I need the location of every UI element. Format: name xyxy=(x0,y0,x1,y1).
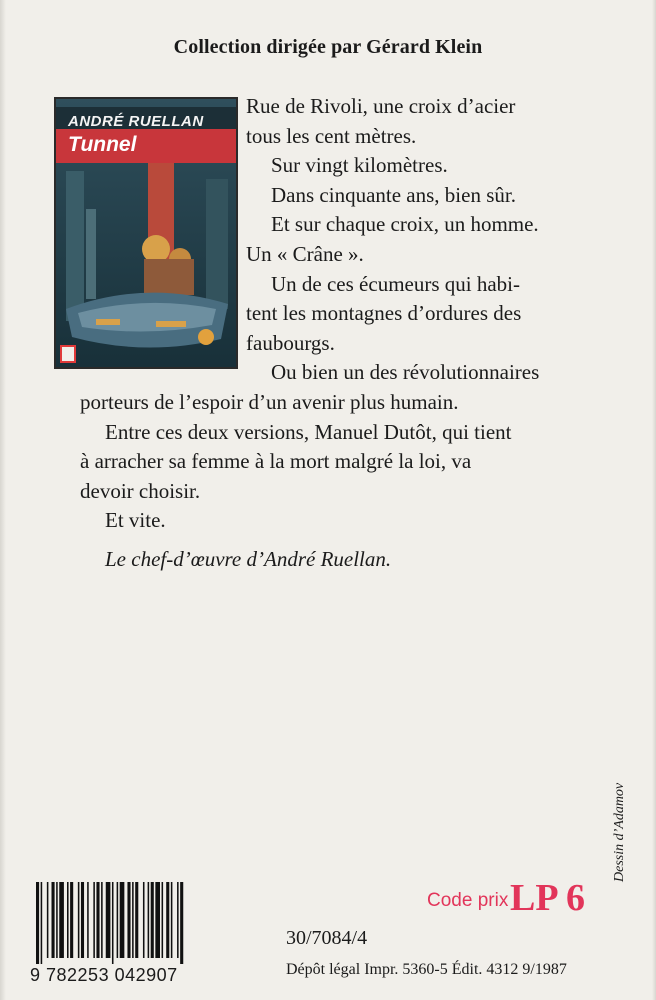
blurb-line: Rue de Rivoli, une croix d’acier xyxy=(246,94,516,118)
barcode-digits: 9 782253 042907 xyxy=(30,965,178,985)
barcode-bar xyxy=(162,882,164,958)
barcode-bar xyxy=(36,882,39,964)
blurb-line: porteurs de l’espoir d’un avenir plus humain. xyxy=(80,389,459,414)
page-edge-left xyxy=(0,0,6,1000)
blurb-line: Sur vingt kilomètres. xyxy=(271,153,448,178)
blurb-line: Un « Crâne ». xyxy=(246,241,364,266)
catalog-reference: 30/7084/4 xyxy=(286,927,368,949)
barcode-bar xyxy=(127,882,130,958)
barcode-bar xyxy=(56,882,58,958)
barcode-bar xyxy=(93,882,95,958)
barcode-bar xyxy=(143,882,145,958)
cover-title: Tunnel xyxy=(68,133,137,156)
barcode-bar xyxy=(177,882,179,958)
barcode-bar xyxy=(96,882,99,958)
blurb-line: Et sur chaque croix, un homme. xyxy=(271,212,539,237)
barcode-bar xyxy=(117,882,119,958)
illustration-credit: Dessin d’Adamov xyxy=(612,782,627,882)
barcode-bar xyxy=(132,882,134,958)
blurb xyxy=(80,92,600,575)
barcode-bar xyxy=(180,882,183,964)
blurb-line: Un de ces écumeurs qui habi- xyxy=(271,271,520,296)
barcode-bar xyxy=(155,882,160,958)
barcode-bar xyxy=(67,882,69,958)
blurb-line: à arracher sa femme à la mort malgré la loi, va xyxy=(80,449,472,474)
barcode-bar xyxy=(166,882,169,958)
depot-legal: Dépôt légal Impr. 5360-5 Édit. 4312 9/1987 xyxy=(286,961,567,978)
barcode-bar xyxy=(59,882,64,958)
blurb-line: devoir choisir. xyxy=(80,478,201,503)
barcode-bar xyxy=(112,882,114,964)
barcode-bar xyxy=(148,882,150,958)
barcode-bar xyxy=(81,882,84,958)
barcode-bar xyxy=(47,882,49,958)
blurb-line: tous les cent mètres. xyxy=(246,123,417,148)
barcode xyxy=(34,882,232,964)
code-prix-value: LP 6 xyxy=(510,877,585,919)
blurb-tagline: Le chef-d’œuvre d’André Ruellan. xyxy=(105,546,392,571)
barcode-bar xyxy=(101,882,103,958)
barcode-bar xyxy=(171,882,173,958)
barcode-bar xyxy=(52,882,55,958)
barcode-bar xyxy=(70,882,73,958)
blurb-line: faubourgs. xyxy=(246,330,335,355)
barcode-bar xyxy=(87,882,89,958)
barcode-bar xyxy=(151,882,154,958)
barcode-bar xyxy=(120,882,125,958)
blurb-line: Entre ces deux versions, Manuel Dutôt, qui tient xyxy=(105,419,512,444)
collection-heading: Collection dirigée par Gérard Klein xyxy=(173,36,483,58)
barcode-bar xyxy=(41,882,43,964)
barcode-bar xyxy=(106,882,111,958)
blurb-line: Ou bien un des révolutionnaires xyxy=(271,360,540,385)
blurb-line: tent les montagnes d’ordures des xyxy=(246,301,522,326)
blurb-line: Et vite. xyxy=(105,508,166,533)
page-edge-right xyxy=(652,0,656,1000)
code-prix-label: Code prix xyxy=(427,890,509,911)
cover-author: ANDRÉ RUELLAN xyxy=(68,113,204,130)
barcode-bar xyxy=(78,882,80,958)
barcode-bar xyxy=(135,882,138,958)
blurb-line: Dans cinquante ans, bien sûr. xyxy=(271,182,516,207)
